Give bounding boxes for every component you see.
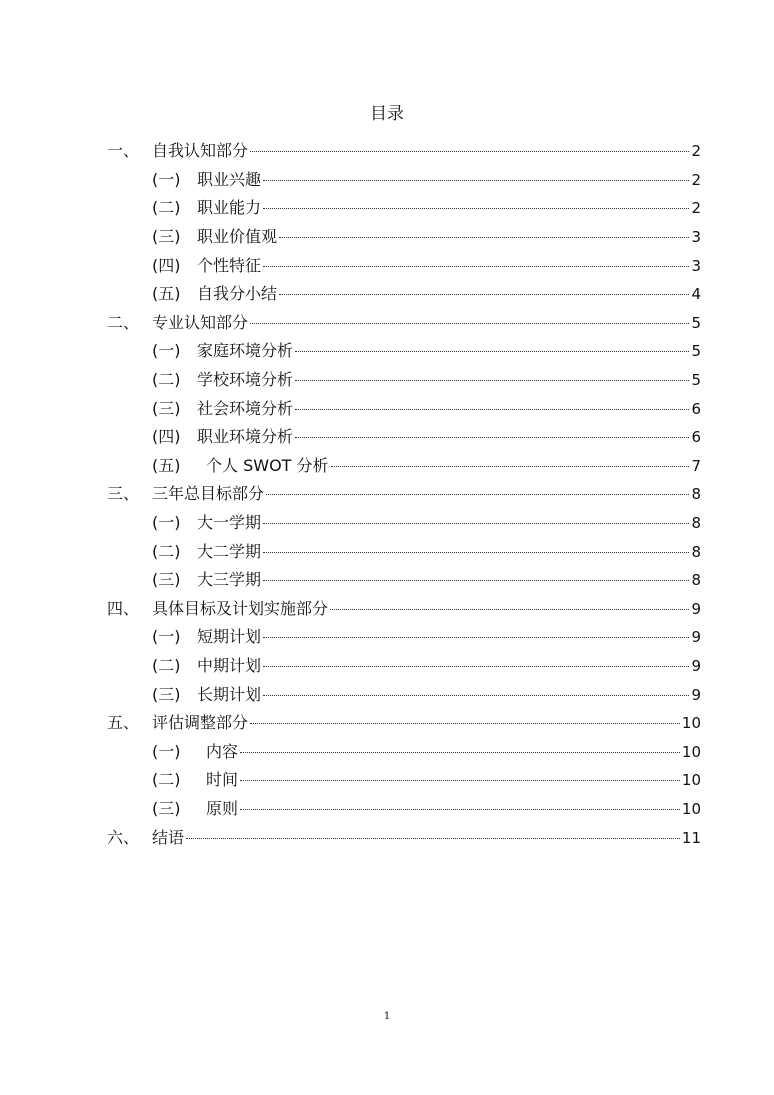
page-number: 1 — [383, 1011, 391, 1022]
toc-entry-number: (一) — [152, 169, 181, 189]
dot-leader — [240, 752, 680, 753]
toc-entry-page: 4 — [691, 285, 701, 304]
toc-entry-text — [152, 713, 701, 733]
toc-entry-number: (三) — [152, 798, 181, 818]
toc-entry-number: (四) — [152, 427, 181, 447]
toc-entry-page: 8 — [691, 542, 701, 561]
toc-entry-page: 10 — [681, 771, 701, 790]
toc-entry[interactable] — [0, 366, 774, 395]
toc-entry[interactable] — [0, 223, 774, 252]
toc-entry-page: 8 — [691, 571, 701, 590]
toc-entry[interactable] — [0, 251, 774, 280]
toc-entry-label: 中期计划 — [197, 655, 262, 675]
toc-entry-label: 职业环境分析 — [197, 427, 294, 447]
toc-entry-text — [197, 370, 701, 390]
toc-entry[interactable] — [0, 394, 774, 423]
toc-entry[interactable] — [0, 795, 774, 824]
toc-entry-number: 三、 — [107, 484, 140, 504]
toc-entry-label: 个性特征 — [197, 255, 262, 275]
toc-entry-label: 结语 — [152, 827, 185, 847]
toc-entry[interactable] — [0, 280, 774, 309]
toc-entry-number: 二、 — [107, 312, 140, 332]
toc-entry[interactable] — [0, 337, 774, 366]
toc-entry-label: 短期计划 — [197, 627, 262, 647]
toc-entry[interactable] — [0, 652, 774, 681]
dot-leader — [240, 780, 680, 781]
toc-entry-number: (三) — [152, 684, 181, 704]
toc-entry-label: 长期计划 — [197, 684, 262, 704]
toc-entry-text — [197, 198, 701, 218]
toc-entry-text — [197, 570, 701, 590]
toc-entry-text — [197, 627, 701, 647]
toc-entry-label: 大二学期 — [197, 541, 262, 561]
toc-entry-page: 2 — [691, 170, 701, 189]
toc-entry-number: 一、 — [107, 141, 140, 161]
toc-entry-number: 四、 — [107, 598, 140, 618]
toc-entry[interactable] — [0, 709, 774, 738]
toc-entry[interactable] — [0, 309, 774, 338]
toc-entry-text — [197, 656, 701, 676]
toc-entry-label: 大一学期 — [197, 513, 262, 533]
toc-entry-page: 10 — [681, 714, 701, 733]
toc-entry-text — [197, 685, 701, 705]
toc-entry-label: 评估调整部分 — [152, 713, 249, 733]
dot-leader — [263, 180, 689, 181]
toc-entry-label: 大三学期 — [197, 570, 262, 590]
dot-leader — [263, 208, 689, 209]
dot-leader — [263, 666, 689, 667]
toc-entry-page: 8 — [691, 514, 701, 533]
toc-entry[interactable] — [0, 737, 774, 766]
toc-entry-text — [152, 141, 701, 161]
toc-entry-number: (五) — [152, 284, 181, 304]
toc-entry-text — [197, 284, 701, 304]
toc-entry-page: 8 — [691, 485, 701, 504]
toc-entry-number: (四) — [152, 255, 181, 275]
dot-leader — [263, 523, 689, 524]
toc-entry-number: (二) — [152, 655, 181, 675]
toc-entry-number: (二) — [152, 770, 181, 790]
toc-entry-label: 家庭环境分析 — [197, 341, 294, 361]
toc-entry-text — [197, 341, 701, 361]
toc-entry-number: (三) — [152, 570, 181, 590]
toc-entry[interactable] — [0, 509, 774, 538]
dot-leader — [250, 723, 680, 724]
toc-entry-label: 三年总目标部分 — [152, 484, 265, 504]
toc-entry-text — [197, 513, 701, 533]
toc-entry-page: 6 — [691, 399, 701, 418]
toc-entry-label: 内容 — [206, 741, 239, 761]
toc-entry[interactable] — [0, 680, 774, 709]
toc-entry-text — [197, 227, 701, 247]
toc-entry-number: (一) — [152, 627, 181, 647]
toc-entry-text — [206, 799, 701, 819]
toc-entry-page: 10 — [681, 799, 701, 818]
dot-leader — [279, 237, 689, 238]
toc-entry-page: 2 — [691, 199, 701, 218]
dot-leader — [263, 637, 689, 638]
toc-entry[interactable] — [0, 452, 774, 481]
toc-entry-label: 学校环境分析 — [197, 370, 294, 390]
toc-entry[interactable] — [0, 423, 774, 452]
toc-entry-text — [152, 828, 701, 848]
dot-leader — [240, 809, 680, 810]
toc-entry-number: (一) — [152, 513, 181, 533]
toc-entry-page: 5 — [691, 313, 701, 332]
toc-entry-label: 原则 — [206, 798, 239, 818]
toc-entry-label: 时间 — [206, 770, 239, 790]
toc-entry-label: 自我分小结 — [197, 284, 278, 304]
toc-title: 目录 — [370, 104, 404, 124]
toc-entry-page: 9 — [691, 599, 701, 618]
toc-entry-page: 6 — [691, 428, 701, 447]
toc-entry-label: 自我认知部分 — [152, 141, 249, 161]
toc-entry-page: 3 — [691, 256, 701, 275]
dot-leader — [186, 838, 680, 839]
toc-entry-page: 9 — [691, 685, 701, 704]
dot-leader — [330, 609, 689, 610]
toc-entry[interactable] — [0, 766, 774, 795]
toc-entry-label: 专业认知部分 — [152, 312, 249, 332]
dot-leader — [295, 409, 689, 410]
toc-entry-page: 9 — [691, 656, 701, 675]
dot-leader — [331, 466, 690, 467]
toc-entry-number: (一) — [152, 341, 181, 361]
toc-entry-page: 5 — [691, 371, 701, 390]
toc-entry-number: (三) — [152, 398, 181, 418]
toc-entry-label: 个人 SWOT 分析 — [206, 455, 329, 475]
dot-leader — [263, 552, 689, 553]
dot-leader — [279, 294, 689, 295]
toc-entry-text — [197, 170, 701, 190]
toc-entry-number: 六、 — [107, 827, 140, 847]
dot-leader — [295, 380, 689, 381]
toc-entry[interactable] — [0, 566, 774, 595]
toc-entry-label: 职业兴趣 — [197, 169, 262, 189]
toc-entry-number: (二) — [152, 541, 181, 561]
dot-leader — [266, 494, 689, 495]
toc-entry-page: 2 — [691, 142, 701, 161]
toc-entry[interactable] — [0, 480, 774, 509]
dot-leader — [250, 151, 689, 152]
dot-leader — [295, 437, 689, 438]
toc-entry-text — [197, 256, 701, 276]
toc-entry-label: 职业价值观 — [197, 227, 278, 247]
toc-entry-page: 9 — [691, 628, 701, 647]
dot-leader — [263, 580, 689, 581]
toc-entry-text — [152, 484, 701, 504]
toc-entry-text — [206, 742, 701, 762]
toc-entry-page: 10 — [681, 742, 701, 761]
toc-entry-page: 3 — [691, 228, 701, 247]
toc-entry-number: (五) — [152, 455, 181, 475]
toc-entry-text — [206, 770, 701, 790]
toc-entry[interactable] — [0, 623, 774, 652]
toc-entry-page: 11 — [681, 828, 701, 847]
toc-entry-text — [197, 427, 701, 447]
toc-list — [0, 137, 774, 852]
dot-leader — [263, 695, 689, 696]
toc-entry-page: 5 — [691, 342, 701, 361]
toc-entry-number: 五、 — [107, 713, 140, 733]
toc-entry-number: (二) — [152, 370, 181, 390]
toc-entry-number: (三) — [152, 227, 181, 247]
toc-entry[interactable] — [0, 537, 774, 566]
dot-leader — [250, 323, 689, 324]
toc-entry-number: (二) — [152, 198, 181, 218]
toc-entry-label: 社会环境分析 — [197, 398, 294, 418]
toc-entry[interactable] — [0, 166, 774, 195]
dot-leader — [295, 351, 689, 352]
toc-entry-label: 具体目标及计划实施部分 — [152, 598, 329, 618]
toc-entry[interactable] — [0, 823, 774, 852]
toc-entry-label: 职业能力 — [197, 198, 262, 218]
toc-entry-number: (一) — [152, 741, 181, 761]
toc-entry-page: 7 — [691, 456, 701, 475]
toc-entry-text — [152, 313, 701, 333]
toc-entry-text — [197, 542, 701, 562]
toc-entry[interactable] — [0, 194, 774, 223]
toc-entry-text — [206, 456, 701, 476]
toc-entry[interactable] — [0, 137, 774, 166]
dot-leader — [263, 266, 689, 267]
toc-entry[interactable] — [0, 595, 774, 624]
toc-entry-text — [152, 599, 701, 619]
toc-entry-text — [197, 399, 701, 419]
